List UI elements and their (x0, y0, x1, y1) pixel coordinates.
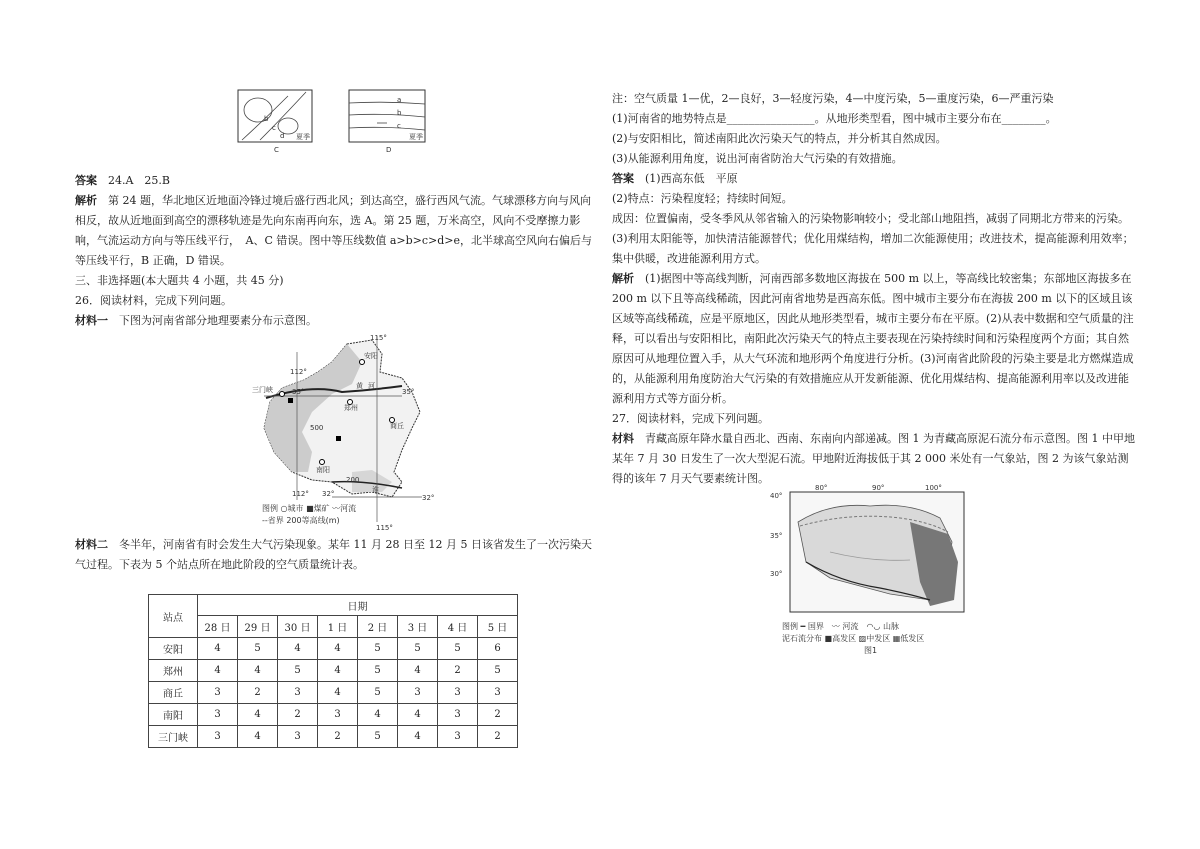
svg-text:c: c (397, 122, 401, 130)
table-cell: 3 (278, 726, 318, 748)
season-label-d: 夏季 (409, 133, 423, 141)
label-lat35: 35° (770, 532, 783, 540)
analysis-label: 解析 (612, 272, 634, 285)
date-cell: 5 日 (478, 616, 518, 638)
date-cell: 3 日 (398, 616, 438, 638)
material2-text: 冬半年，河南省有时会发生大气污染现象。某年 11 月 28 日至 12 月 5 日该省发生了一次污染天气过程。下表为 5 个站点所在地此阶段的空气质量统计表。 (75, 538, 592, 571)
table-cell: 4 (238, 726, 278, 748)
label-lat32-right: 32° (422, 494, 435, 502)
table-cell: 5 (358, 660, 398, 682)
table-cell: 4 (398, 660, 438, 682)
map-legend-line2: --省界 200等高线(m) (262, 516, 340, 525)
label-lat32-left: 32° (322, 490, 335, 498)
table-cell: 3 (198, 726, 238, 748)
table-cell: 2 (438, 660, 478, 682)
label-anyang: 安阳 (364, 352, 378, 360)
table-row (149, 638, 518, 660)
section-title: 三、非选择题(本大题共 4 小题，共 45 分) (75, 274, 284, 287)
material-text: 青藏高原年降水量自西北、西南、东南向内部递减。图 1 为青藏高原泥石流分布示意图。图 1 中甲地某年 7 月 30 日发生了一次大型泥石流。甲地附近海拔低于其 2 000 米处有一气象站，图 2 为该气象站测得的该年 7 月天气要素统计图。 (612, 432, 1135, 485)
date-cell: 1 日 (318, 616, 358, 638)
label-lon80: 80° (815, 484, 828, 492)
table-cell: 3 (438, 682, 478, 704)
material-label: 材料 (612, 432, 634, 445)
date-cell: 29 日 (238, 616, 278, 638)
svg-text:a: a (397, 96, 402, 104)
answer-2-cause: 成因：位置偏南，受冬季风从邻省输入的污染物影响较小；受北部山地阻挡，减弱了同期北方带来的污染。 (612, 212, 1129, 225)
analysis-paragraph (75, 191, 595, 271)
table-cell: 5 (238, 638, 278, 660)
label-contour500: 500 (310, 424, 324, 432)
air-quality-note: 注：空气质量 1—优，2—良好，3—轻度污染，4—中度污染，5—重度污染，6—严重污染 (612, 92, 1054, 105)
answer-1: (1)西高东低 平原 (645, 172, 738, 185)
table-cell: 4 (278, 638, 318, 660)
table-row (149, 660, 518, 682)
label-lat30: 30° (770, 570, 783, 578)
plateau-debris-flow-map (770, 482, 970, 617)
henan-map (252, 332, 442, 532)
table-cell: 5 (398, 638, 438, 660)
table-cell: 2 (478, 704, 518, 726)
isobar-figure-c (236, 88, 316, 154)
question-26: 26．阅读材料，完成下列问题。 (75, 294, 232, 307)
station-name: 安阳 (149, 638, 198, 660)
table-cell: 4 (398, 704, 438, 726)
fig-c-label: C (274, 146, 279, 154)
table-cell: 2 (238, 682, 278, 704)
table-cell: 3 (438, 726, 478, 748)
table-cell: 4 (358, 704, 398, 726)
table-row (149, 726, 518, 748)
question-1: (1)河南省的地势特点是________________。从地形类型看，图中城市主要分布在________。 (612, 112, 1057, 125)
label-lat35-left: 35° (292, 388, 305, 396)
table-cell: 3 (278, 682, 318, 704)
analysis-text: (1)据图中等高线判断，河南西部多数地区海拔在 500 m 以上，等高线比较密集；东部地区海拔多在 200 m 以下且等高线稀疏，因此河南省地势是西高东低。图中城市主要分布在海拔 200 m 以下的区域且该区域等高线稀疏，应是平原地区，因此从地形类型看，城市主要分布在平原。(2)从表中数据和空气质量的注释，可以看出与安阳相比，南阳此次污染天气的特点主要表现在污染持续时间和污染程度两个方面；其自然原因可从地理位置入手，从大气环流和地形两个角度进行分析。(3)河南省此阶段的污染主要是北方燃煤造成的，从能源利用角度防治大气污染的有效措施应从开发新能源、优化用煤结构、提高能源利用率以及改进能源利用方式等方面分析。 (612, 272, 1134, 405)
table-cell: 5 (358, 682, 398, 704)
map2-legend-line2: 泥石流分布 ■高发区 ▨中发区 ▦低发区 (782, 634, 925, 643)
season-label-c: 夏季 (296, 133, 310, 141)
answer-text: 24.A 25.B (108, 174, 171, 187)
material1-line (75, 311, 595, 331)
label-lon115-top: 115° (370, 334, 387, 342)
label-contour200: 200 (346, 476, 360, 484)
station-name: 三门峡 (149, 726, 198, 748)
table-cell: 4 (318, 638, 358, 660)
table-cell: 4 (198, 638, 238, 660)
label-lat35-right: 35° (402, 388, 415, 396)
table-cell: 4 (318, 660, 358, 682)
date-header: 日期 (198, 595, 518, 616)
table-cell: 3 (478, 682, 518, 704)
label-sanmenxia: 三门峡 (252, 386, 273, 394)
table-cell: 4 (398, 726, 438, 748)
label-shangqiu: 商丘 (390, 422, 404, 430)
station-name: 南阳 (149, 704, 198, 726)
table-row (149, 682, 518, 704)
map2-legend-line1: 图例 ━ 国界 〰 河流 ◠◡ 山脉 (782, 622, 899, 631)
label-lon115-bottom: 115° (376, 524, 393, 532)
answer-2: (2)特点：污染程度轻；持续时间短。 (612, 192, 793, 205)
table-cell: 6 (478, 638, 518, 660)
answer-line (75, 171, 595, 191)
table-cell: 5 (358, 638, 398, 660)
station-header: 站点 (149, 595, 198, 638)
svg-text:c: c (272, 124, 276, 132)
label-lon112-top: 112° (290, 368, 307, 376)
station-name: 商丘 (149, 682, 198, 704)
analysis-text: 第 24 题，华北地区近地面冷锋过境后盛行西北风；到达高空，盛行西风气流。气球漂移方向与风向相反，故从近地面到高空的漂移轨迹是先向东南再向东，选 A。第 25 题，万米高空，风向不受摩擦力影响，气流运动方向与等压线平行， A、C 错误。图中等压线数值 a>b>c>d>e，北半球高空风向右偏后与等压线平行，B 正确，D 错误。 (75, 194, 593, 267)
table-cell: 4 (198, 660, 238, 682)
label-lon90: 90° (872, 484, 885, 492)
fig-d-label: D (386, 146, 392, 154)
table-cell: 2 (478, 726, 518, 748)
analysis-paragraph (612, 269, 1137, 409)
date-cell: 4 日 (438, 616, 478, 638)
table-dates-row (149, 616, 518, 638)
table-cell: 3 (438, 704, 478, 726)
label-he: 河 (368, 382, 375, 390)
svg-text:b: b (264, 115, 269, 123)
label-lon100: 100° (925, 484, 942, 492)
material2-paragraph (75, 535, 595, 575)
figure-1-caption: 图1 (864, 646, 878, 655)
svg-text:b: b (397, 109, 402, 117)
question-3: (3)从能源利用角度，说出河南省防治大气污染的有效措施。 (612, 152, 903, 165)
table-cell: 4 (318, 682, 358, 704)
question-27: 27．阅读材料，完成下列问题。 (612, 412, 769, 425)
question-2: (2)与安阳相比，简述南阳此次污染天气的特点，并分析其自然成因。 (612, 132, 947, 145)
date-cell: 28 日 (198, 616, 238, 638)
table-cell: 5 (358, 726, 398, 748)
map-legend-line1: 图例 ○城市 ■煤矿 〰河流 (262, 504, 357, 513)
label-huang: 黄 (356, 382, 363, 390)
table-header-row (149, 595, 518, 616)
label-lon112-bottom: 112° (292, 490, 309, 498)
svg-text:d: d (280, 132, 285, 140)
answer-line (612, 169, 1137, 189)
material1-text: 下图为河南省部分地理要素分布示意图。 (119, 314, 317, 327)
material1-label: 材料一 (75, 314, 108, 327)
table-cell: 3 (398, 682, 438, 704)
air-quality-table (148, 594, 518, 748)
table-row (149, 704, 518, 726)
table-cell: 2 (278, 704, 318, 726)
label-nanyang: 南阳 (316, 466, 330, 474)
table-cell: 3 (318, 704, 358, 726)
material-paragraph (612, 429, 1137, 489)
date-cell: 30 日 (278, 616, 318, 638)
table-cell: 3 (198, 704, 238, 726)
table-cell: 5 (438, 638, 478, 660)
answer-3: (3)利用太阳能等，加快清洁能源替代；优化用煤结构，增加二次能源使用；改进技术，提高能源利用效率；集中供暖，改进能源利用方式。 (612, 232, 1134, 265)
station-name: 郑州 (149, 660, 198, 682)
material2-label: 材料二 (75, 538, 108, 551)
label-zhengzhou: 郑州 (344, 404, 358, 412)
date-cell: 2 日 (358, 616, 398, 638)
label-lat40: 40° (770, 492, 783, 500)
table-cell: 3 (198, 682, 238, 704)
table-cell: 5 (478, 660, 518, 682)
table-cell: 5 (278, 660, 318, 682)
analysis-label: 解析 (75, 194, 97, 207)
table-cell: 2 (318, 726, 358, 748)
answer-label: 答案 (612, 172, 634, 185)
isobar-figure-d (347, 88, 429, 154)
table-cell: 4 (238, 660, 278, 682)
answer-label: 答案 (75, 174, 97, 187)
label-huai: 淮 (372, 486, 379, 494)
table-cell: 4 (238, 704, 278, 726)
